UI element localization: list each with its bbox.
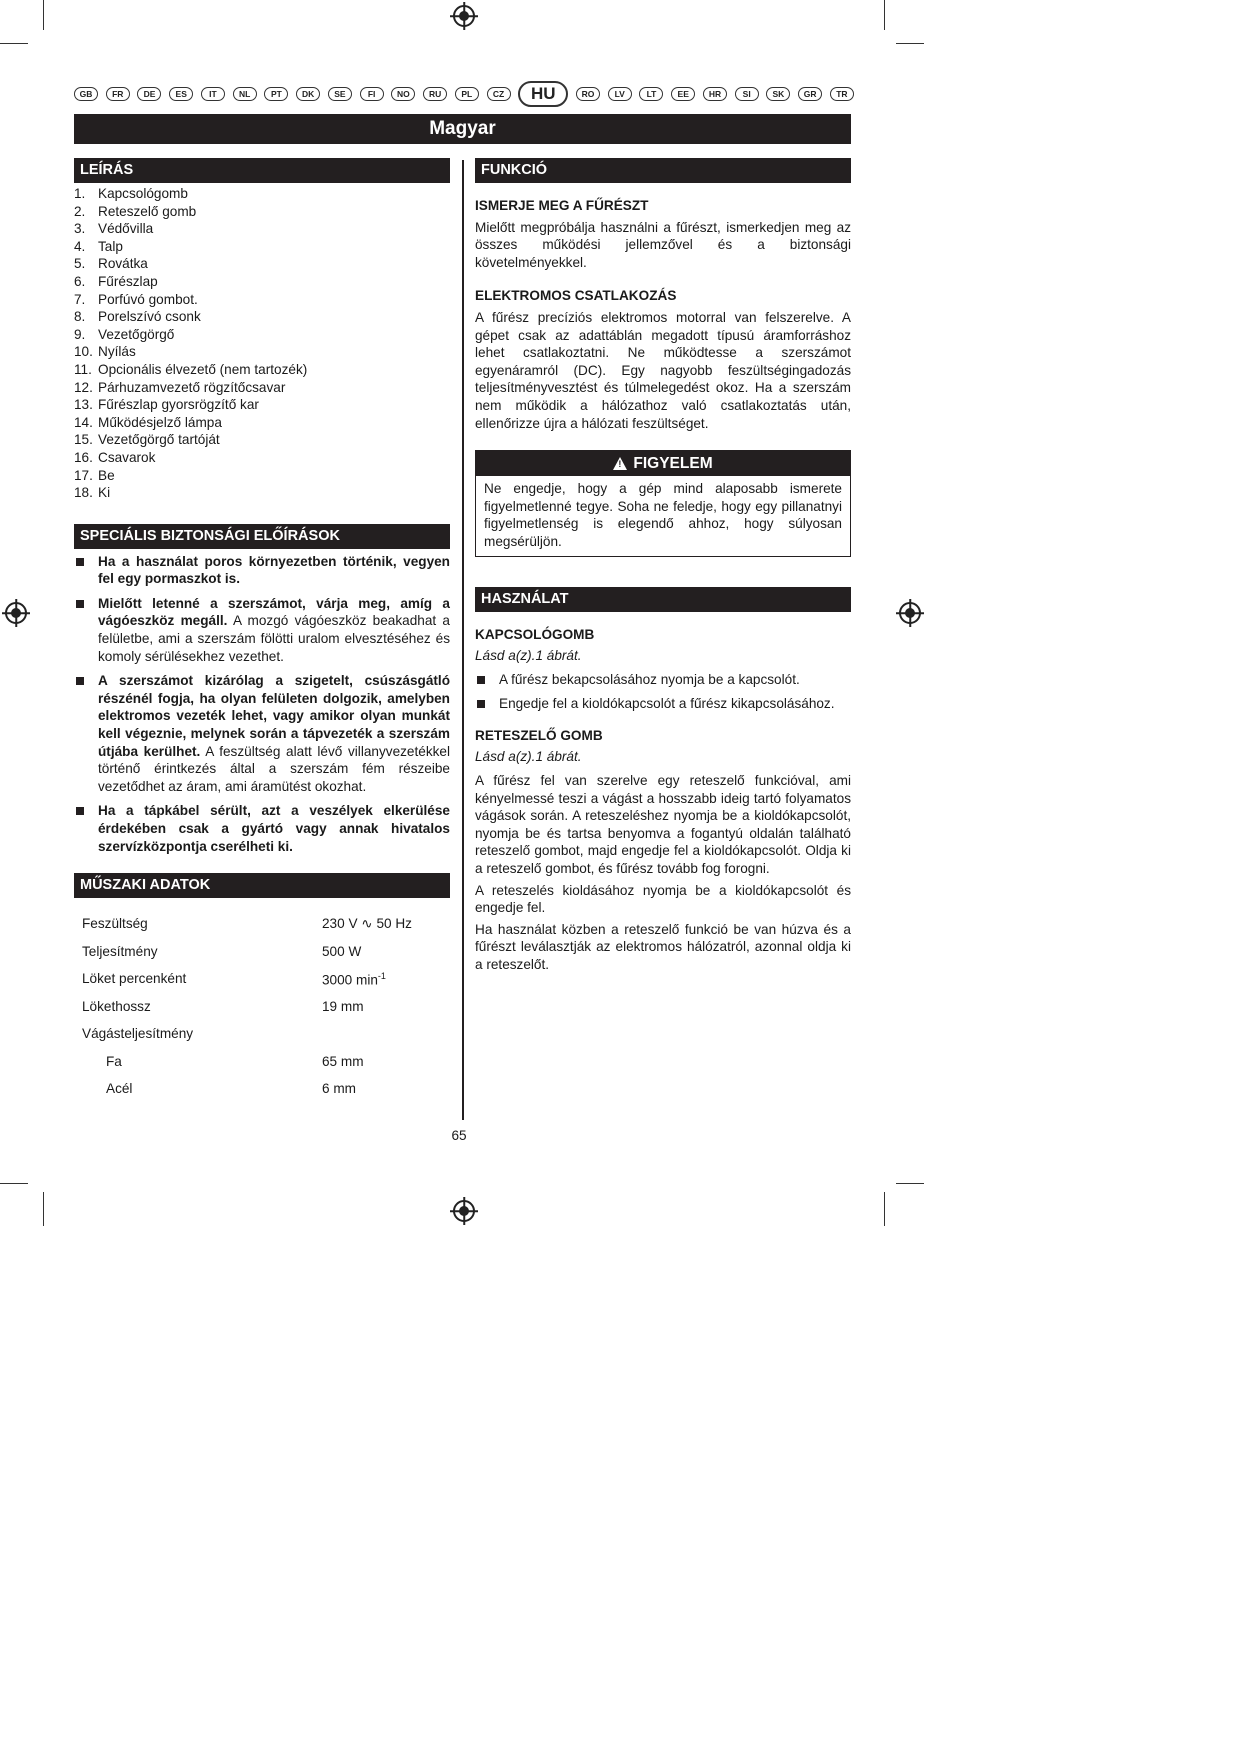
section-heading-safety: SPECIÁLIS BIZTONSÁGI ELŐÍRÁSOK [74, 524, 450, 549]
column-divider [462, 160, 464, 1120]
item-number: 18. [74, 485, 93, 501]
language-chip-nl[interactable]: NL [233, 87, 257, 101]
left-column [74, 158, 450, 1103]
square-bullet-icon [76, 807, 84, 815]
item-label: Reteszelő gomb [98, 203, 197, 219]
list-item [74, 361, 450, 379]
language-chip-si[interactable]: SI [735, 87, 759, 101]
subheading-elektromos: ELEKTROMOS CSATLAKOZÁS [475, 288, 677, 304]
table-row [74, 1075, 450, 1103]
item-label: Be [98, 467, 115, 483]
table-row [74, 993, 450, 1021]
item-number: 11. [74, 361, 92, 377]
parts-list [74, 185, 450, 502]
language-chip-hu[interactable]: HU [518, 81, 568, 107]
spec-superscript: -1 [377, 971, 386, 982]
crop-mark [896, 43, 924, 44]
list-item [74, 238, 450, 256]
language-chip-se[interactable]: SE [328, 87, 352, 101]
bullet-text: Engedje fel a kioldókapcsolót a fűrész kikapcsolásához. [499, 696, 835, 712]
spec-label: Vágásteljesítmény [82, 1026, 194, 1042]
language-chip-pl[interactable]: PL [455, 87, 479, 101]
list-item [74, 553, 450, 588]
item-label: Fűrészlap gyorsrögzítő kar [98, 397, 259, 413]
section-heading-specs: MŰSZAKI ADATOK [74, 873, 450, 898]
list-item [74, 220, 450, 238]
bold-text: A szerszámot kizárólag a szigetelt, csúszásgátló részénél fogja, ha olyan felületen dolgozik, amelyben elektromos vezeték lehet, vagy amikor olyan munkát kell végeznie, melynek során a tápvezeték a szerszám útjába kerülhet. [98, 673, 450, 759]
registration-mark-icon [453, 5, 475, 27]
item-label: Kapcsológomb [98, 186, 188, 201]
item-number: 6. [74, 273, 86, 289]
subheading-reteszelo: RETESZELŐ GOMB [475, 727, 603, 743]
language-chip-gb[interactable]: GB [74, 87, 98, 101]
crop-mark [43, 1192, 44, 1226]
item-label: Nyílás [98, 344, 136, 360]
subheading-kapcsologomb: KAPCSOLÓGOMB [475, 626, 595, 642]
bullet-text [98, 553, 450, 588]
spec-value: 6 mm [322, 1081, 356, 1097]
paragraph: Ne engedje, hogy a gép mind alaposabb ismerete figyelmetlenné tegye. Soha ne feledje, hogy egy pillanatnyi figyelmetlenség is elegendő ahhoz, hogy súlyosan megsérüljön. [484, 481, 842, 549]
item-label: Vezetőgörgő tartóját [98, 432, 220, 448]
safety-list [74, 553, 450, 856]
spec-value: 3000 $\min^{-1}$ [322, 971, 386, 988]
list-item [74, 595, 450, 665]
language-chip-de[interactable]: DE [137, 87, 161, 101]
list-item [74, 291, 450, 309]
item-label: Vezetőgörgő [98, 326, 175, 342]
bullet-text [98, 802, 450, 855]
paragraph: A reteszelés kioldásához nyomja be a kioldókapcsolót és engedje fel. [475, 882, 851, 916]
list-item [74, 484, 450, 502]
square-bullet-icon [477, 700, 485, 708]
spec-value: 230 V ∿ 50 Hz [322, 916, 412, 932]
language-chip-fr[interactable]: FR [106, 87, 130, 101]
list-item [74, 273, 450, 291]
language-chip-hr[interactable]: HR [703, 87, 727, 101]
spec-value: 65 mm [322, 1053, 364, 1069]
list-item [74, 414, 450, 432]
list-item [475, 671, 851, 689]
table-row [74, 938, 450, 966]
section-heading-hasznalat: HASZNÁLAT [475, 587, 851, 612]
item-number: 7. [74, 291, 86, 307]
list-item [74, 672, 450, 795]
language-chip-sk[interactable]: SK [766, 87, 790, 101]
bold-text: Mielőtt letenné a szerszámot, várja meg, amíg a vágóeszköz megáll. [98, 595, 450, 629]
switch-list [475, 671, 851, 713]
item-number: 3. [74, 221, 86, 237]
spec-label: Fa [106, 1053, 122, 1069]
list-item [74, 396, 450, 414]
language-chip-gr[interactable]: GR [798, 87, 822, 101]
language-bar [74, 80, 854, 108]
bullet-text [98, 595, 450, 665]
item-number: 9. [74, 326, 86, 342]
bold-text: Ha a tápkábel sérült, azt a veszélyek elkerülése érdekében csak a gyártó vagy annak hivatalos szervízközpontja cserélheti ki. [98, 803, 450, 854]
item-number: 10. [74, 344, 93, 360]
warning-text [476, 476, 850, 555]
subheading-ismerje: ISMERJE MEG A FŰRÉSZT [475, 198, 649, 213]
item-number: 15. [74, 432, 93, 448]
registration-mark-icon [899, 602, 921, 624]
list-item [74, 802, 450, 855]
item-number: 5. [74, 256, 86, 272]
item-number: 8. [74, 309, 86, 325]
language-chip-es[interactable]: ES [169, 87, 193, 101]
warning-header [476, 451, 850, 476]
item-label: Porelszívó csonk [98, 309, 201, 325]
language-chip-cz[interactable]: CZ [487, 87, 511, 101]
item-label: Ki [98, 485, 111, 501]
item-label: Védővilla [98, 221, 154, 237]
item-number: 1. [74, 186, 86, 201]
crop-mark [43, 0, 44, 30]
spec-label: Lökethossz [82, 998, 151, 1014]
registration-mark-icon [453, 1200, 475, 1222]
list-item [74, 343, 450, 361]
table-row [74, 965, 450, 993]
square-bullet-icon [76, 600, 84, 608]
language-chip-ee[interactable]: EE [671, 87, 695, 101]
square-bullet-icon [477, 676, 485, 684]
figure-reference: Lásd a(z).1 ábrát. [475, 749, 582, 765]
item-number: 16. [74, 449, 93, 465]
crop-mark [884, 0, 885, 30]
warning-title: FIGYELEM [633, 454, 713, 472]
paragraph: A fűrész precíziós elektromos motorral van felszerelve. A gépet csak az adattáblán megadott típusú áramforráshoz lehet csatlakoztatni. Ne működtesse a szerszámot egyenáramról (DC). Egy nagyobb feszültségingadozás teljesítményvesztést és túlmelegedést okoz. Ha a szerszám nem működik a hálózathoz való csatlakoztatás után, ellenőrizze újra a hálózati feszültséget. [475, 309, 851, 431]
list-item [74, 379, 450, 397]
spec-value: 500 W [322, 943, 362, 959]
figure-reference: Lásd a(z).1 ábrát. [475, 648, 582, 664]
spec-label: Acél [106, 1081, 133, 1097]
spec-label: Teljesítmény [82, 943, 158, 959]
right-column [475, 158, 851, 978]
language-chip-lt[interactable]: LT [639, 87, 663, 101]
section-heading-leiras: LEÍRÁS [74, 158, 450, 183]
list-item [74, 431, 450, 449]
square-bullet-icon [76, 677, 84, 685]
language-chip-lv[interactable]: LV [608, 87, 632, 101]
list-item [74, 326, 450, 344]
list-item [475, 695, 851, 713]
item-label: Csavarok [98, 449, 156, 465]
warning-box [475, 450, 851, 556]
page-number: 65 [451, 1128, 467, 1143]
language-chip-tr[interactable]: TR [830, 87, 854, 101]
language-chip-no[interactable]: NO [391, 87, 415, 101]
paragraph: Ha használat közben a reteszelő funkció be van húzva és a fűrészt leválasztják az elektromos hálózatról, azonnal oldja ki a reteszelőt. [475, 921, 851, 972]
bold-text: Ha a használat poros környezetben történik, vegyen fel egy pormaszkot is. [98, 553, 450, 587]
bullet-text [98, 672, 450, 795]
item-number: 17. [74, 467, 93, 483]
regular-text: A feszültség alatt lévő villanyvezetékkel történő érintkezés által a szerszám fém részeibe vezetődhet az áram, ami áramütést okozhat. [98, 743, 450, 794]
language-chip-ru[interactable]: RU [423, 87, 447, 101]
page-title: Magyar [74, 114, 851, 144]
item-label: Működésjelző lámpa [98, 414, 222, 430]
list-item [74, 203, 450, 221]
spec-label: Löket percenként [82, 971, 187, 987]
section-heading-funkcio: FUNKCIÓ [475, 158, 851, 183]
crop-mark [0, 1183, 28, 1184]
crop-mark [0, 43, 28, 44]
item-label: Talp [98, 238, 123, 254]
list-item [74, 255, 450, 273]
language-chip-dk[interactable]: DK [296, 87, 320, 101]
crop-mark [896, 1183, 924, 1184]
item-label: Rovátka [98, 256, 148, 272]
item-number: 14. [74, 414, 93, 430]
item-label: Párhuzamvezető rögzítőcsavar [98, 379, 286, 395]
item-number: 2. [74, 203, 86, 219]
item-number: 12. [74, 379, 93, 395]
warning-triangle-icon: ! [613, 457, 627, 470]
list-item [74, 449, 450, 467]
item-label: Opcionális élvezető (nem tartozék) [98, 361, 308, 377]
language-chip-pt[interactable]: PT [264, 87, 288, 101]
language-chip-it[interactable]: IT [201, 87, 225, 101]
item-number: 4. [74, 238, 86, 254]
table-row [74, 910, 450, 938]
list-item [74, 467, 450, 485]
regular-text: A mozgó vágóeszköz beakadhat a felületbe, ami a szerszám fölötti uralom elvesztéséhez és komoly sérülésekhez vezethet. [98, 613, 450, 664]
crop-mark [884, 1192, 885, 1226]
spec-label: Feszültség [82, 916, 148, 932]
table-row [74, 1048, 450, 1076]
language-chip-fi[interactable]: FI [360, 87, 384, 101]
item-label: Fűrészlap [98, 273, 158, 289]
square-bullet-icon [76, 558, 84, 566]
paragraph: Mielőtt megpróbálja használni a fűrészt, ismerkedjen meg az összes működési jellemzővel és a biztonsági követelményekkel. [475, 219, 851, 270]
item-label: Porfúvó gombot. [98, 291, 198, 307]
language-chip-ro[interactable]: RO [576, 87, 600, 101]
spec-value [314, 1020, 450, 1048]
list-item [74, 308, 450, 326]
table-row [74, 1020, 450, 1048]
item-number: 13. [74, 397, 93, 413]
paragraph: A fűrész fel van szerelve egy reteszelő funkcióval, ami kényelmessé teszi a vágást a hosszabb ideig tartó folyamatos vágások során. A reteszeléshez nyomja be a kioldókapcsolót, nyomja be és tartsa benyomva a fogantyú oldalán található reteszelő gombot, majd engedje fel a kioldókapcsolót. Oldja ki a reteszelő gombot, és fűrész tovább fog forogni. [475, 773, 851, 877]
specs-table [74, 910, 450, 1103]
spec-value: 19 mm [322, 998, 364, 1014]
list-item [74, 185, 450, 203]
registration-mark-icon [5, 602, 27, 624]
bullet-text: A fűrész bekapcsolásához nyomja be a kapcsolót. [499, 671, 800, 687]
